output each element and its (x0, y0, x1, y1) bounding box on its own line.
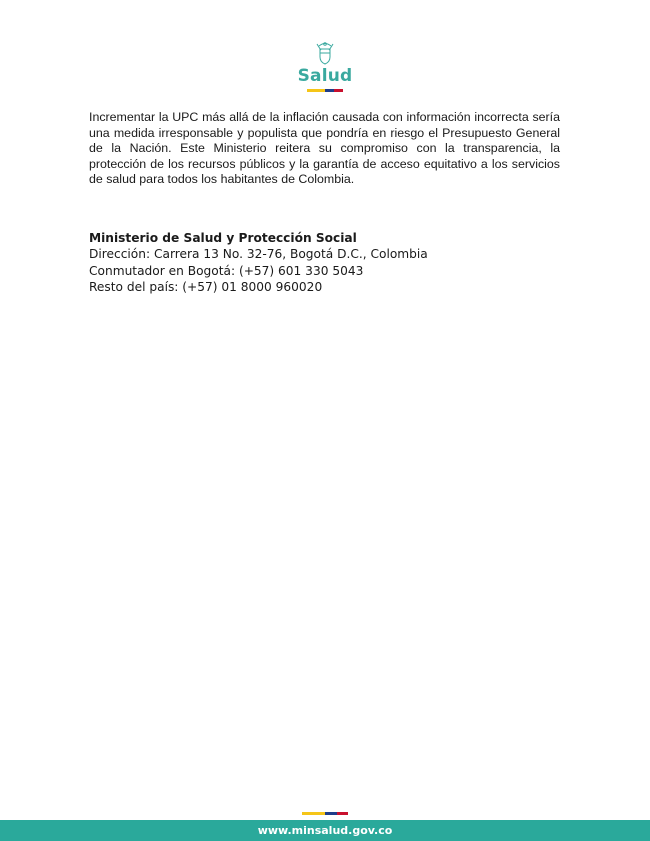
footer-flag-stripe (302, 812, 348, 815)
coat-of-arms-icon (314, 40, 336, 66)
body-paragraph: Incrementar la UPC más allá de la inflación causada con información incorrecta sería una medida irresponsable y populista que pondría en riesgo el Presupuesto General de la Nación. Este Ministerio reitera su compromiso con la transparencia, la protección de los recursos públicos y la garantía de acceso equitativo a los servicios de salud para todos los habitantes de Colombia. (89, 110, 560, 186)
signature-phone-rest: Resto del país: (+57) 01 8000 960020 (89, 280, 323, 294)
signature-block (89, 230, 560, 296)
footer-url-link[interactable]: www.minsalud.gov.co (257, 824, 393, 837)
signature-org: Ministerio de Salud y Protección Social (89, 230, 357, 245)
signature-address: Dirección: Carrera 13 No. 32-76, Bogotá D.C., Colombia (89, 247, 428, 261)
header-flag-stripe (307, 89, 343, 92)
page-header (0, 40, 650, 92)
logo-text: Salud (297, 66, 353, 86)
footer-bar (0, 820, 650, 841)
signature-phone-bogota: Conmutador en Bogotá: (+57) 601 330 5043 (89, 263, 364, 278)
document-body (89, 110, 560, 296)
